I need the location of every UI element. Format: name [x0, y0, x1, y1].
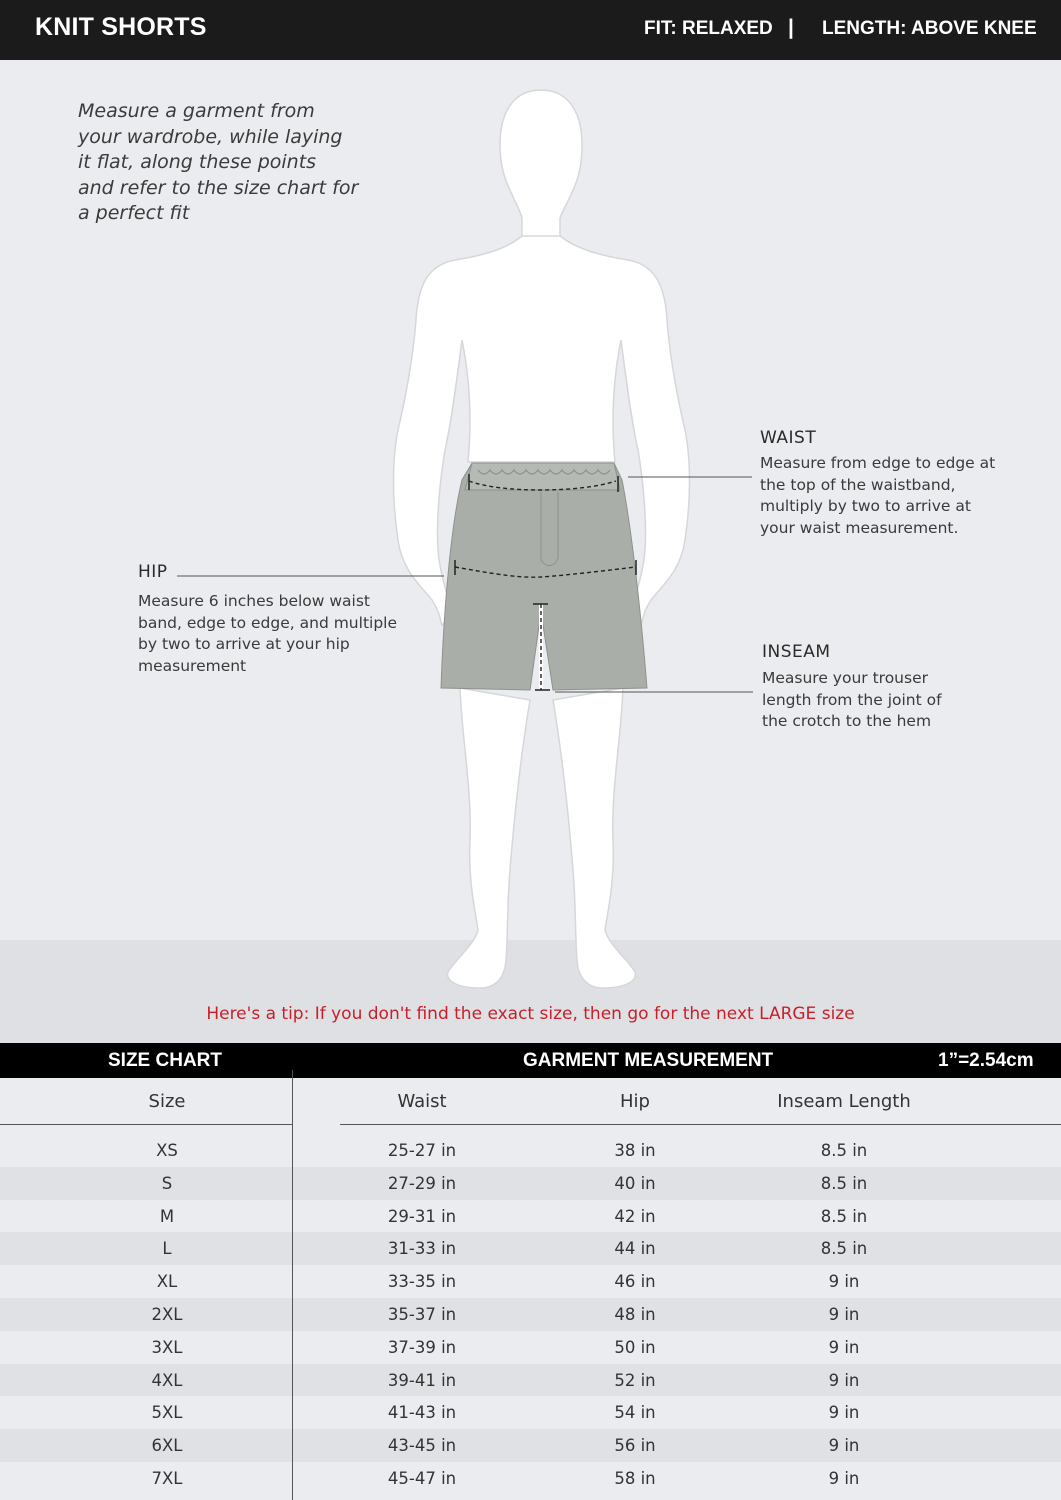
hip-cell: 42 in [614, 1206, 656, 1226]
header-divider [0, 1124, 292, 1125]
waist-cell: 25-27 in [387, 1141, 457, 1160]
hip-line: Measure 6 inches below waist [138, 592, 371, 610]
intro-line: your wardrobe, while laying [78, 125, 343, 148]
size-table-column-headers [0, 1078, 1061, 1125]
waist-cell: 39-41 in [387, 1370, 457, 1390]
inseam-cell: 9 in [828, 1468, 860, 1488]
hip-cell: 54 in [614, 1403, 656, 1423]
waist-line: the top of the waistband, [760, 475, 956, 494]
table-row [0, 1134, 1061, 1167]
size-cell: 6XL [151, 1436, 183, 1456]
column-header-size: Size [148, 1091, 186, 1112]
intro-line: it flat, along these points [78, 151, 317, 173]
hip-cell: 50 in [614, 1337, 656, 1357]
header-separator: | [788, 16, 794, 39]
hip-cell: 52 in [614, 1370, 656, 1390]
column-header-inseam: Inseam Length [777, 1091, 911, 1112]
inseam-cell: 9 in [828, 1403, 860, 1423]
waist-callout-text [760, 453, 995, 539]
table-row [0, 1298, 1061, 1331]
inseam-cell: 8.5 in [820, 1206, 868, 1226]
hip-callout-text [138, 591, 397, 677]
hip-cell: 38 in [614, 1141, 656, 1160]
length-label: LENGTH: ABOVE KNEE [822, 18, 1037, 39]
waist-cell: 31-33 in [387, 1239, 457, 1259]
intro-line: a perfect fit [78, 202, 190, 224]
page-title: KNIT SHORTS [35, 13, 207, 41]
table-row [0, 1265, 1061, 1298]
hip-line: by two to arrive at your hip [138, 635, 350, 653]
size-cell: S [161, 1173, 173, 1193]
table-row [0, 1364, 1061, 1397]
size-cell: 7XL [151, 1468, 183, 1488]
table-row [0, 1396, 1061, 1429]
waist-cell: 35-37 in [387, 1304, 457, 1324]
hip-line: measurement [138, 656, 247, 675]
inseam-callout-title: INSEAM [762, 642, 831, 662]
intro-line: Measure a garment from [78, 100, 315, 122]
hip-line: band, edge to edge, and multiple [138, 613, 398, 632]
inseam-cell: 9 in [828, 1337, 860, 1357]
size-cell: L [162, 1239, 172, 1259]
header-bar [0, 0, 1061, 60]
inseam-cell: 8.5 in [820, 1239, 868, 1259]
shorts-illustration [441, 463, 647, 690]
size-cell: M [159, 1206, 175, 1226]
table-row [0, 1200, 1061, 1233]
hip-cell: 46 in [614, 1272, 656, 1292]
header-divider [718, 1124, 1061, 1125]
waist-cell: 37-39 in [387, 1337, 457, 1357]
inseam-cell: 9 in [828, 1304, 860, 1324]
waist-line: your waist measurement. [760, 518, 959, 537]
column-header-waist: Waist [397, 1091, 447, 1112]
inseam-cell: 8.5 in [820, 1173, 868, 1193]
column-header-hip: Hip [620, 1091, 650, 1112]
size-cell: XS [156, 1141, 178, 1160]
waist-cell: 29-31 in [387, 1206, 457, 1226]
hip-cell: 44 in [614, 1239, 656, 1259]
waist-cell: 45-47 in [387, 1468, 457, 1488]
waist-cell: 43-45 in [387, 1436, 457, 1456]
size-table-body [0, 1134, 1061, 1495]
waist-callout-title: WAIST [760, 428, 817, 448]
waist-cell: 41-43 in [387, 1403, 457, 1423]
waist-cell: 27-29 in [387, 1173, 457, 1193]
size-cell: XL [156, 1272, 178, 1292]
hip-cell: 40 in [614, 1173, 656, 1193]
hip-cell: 48 in [614, 1304, 656, 1324]
inseam-line: Measure your trouser [762, 669, 928, 687]
table-row [0, 1331, 1061, 1364]
hip-callout-title: HIP [138, 562, 168, 582]
size-cell: 2XL [151, 1304, 183, 1324]
table-row [0, 1232, 1061, 1265]
inseam-cell: 8.5 in [820, 1141, 868, 1160]
size-chart-header [0, 1043, 1061, 1078]
table-row [0, 1429, 1061, 1462]
inseam-line: the crotch to the hem [762, 712, 932, 730]
hip-cell: 58 in [614, 1468, 656, 1488]
inseam-cell: 9 in [828, 1272, 860, 1292]
header-divider [340, 1124, 718, 1125]
size-tip: Here's a tip: If you don't find the exact size, then go for the next LARGE size [206, 1004, 855, 1024]
table-row [0, 1167, 1061, 1200]
waist-line: multiply by two to arrive at [760, 497, 971, 515]
intro-instructions [78, 99, 378, 227]
column-divider [292, 1070, 293, 1500]
inseam-cell: 9 in [828, 1370, 860, 1390]
unit-conversion-label: 1”=2.54cm [938, 1050, 1034, 1071]
inseam-cell: 9 in [828, 1436, 860, 1456]
inseam-line: length from the joint of [762, 690, 942, 709]
waist-cell: 33-35 in [387, 1272, 457, 1292]
size-chart-label: SIZE CHART [108, 1050, 222, 1071]
size-cell: 5XL [151, 1403, 183, 1423]
hip-cell: 56 in [614, 1436, 656, 1456]
garment-measurement-label: GARMENT MEASUREMENT [523, 1050, 774, 1071]
intro-line: and refer to the size chart for [78, 176, 359, 199]
size-cell: 4XL [151, 1370, 183, 1390]
fit-label: FIT: RELAXED [644, 18, 773, 39]
waist-line: Measure from edge to edge at [760, 454, 996, 472]
inseam-callout-text [762, 668, 942, 733]
size-cell: 3XL [151, 1337, 183, 1357]
table-row [0, 1462, 1061, 1495]
